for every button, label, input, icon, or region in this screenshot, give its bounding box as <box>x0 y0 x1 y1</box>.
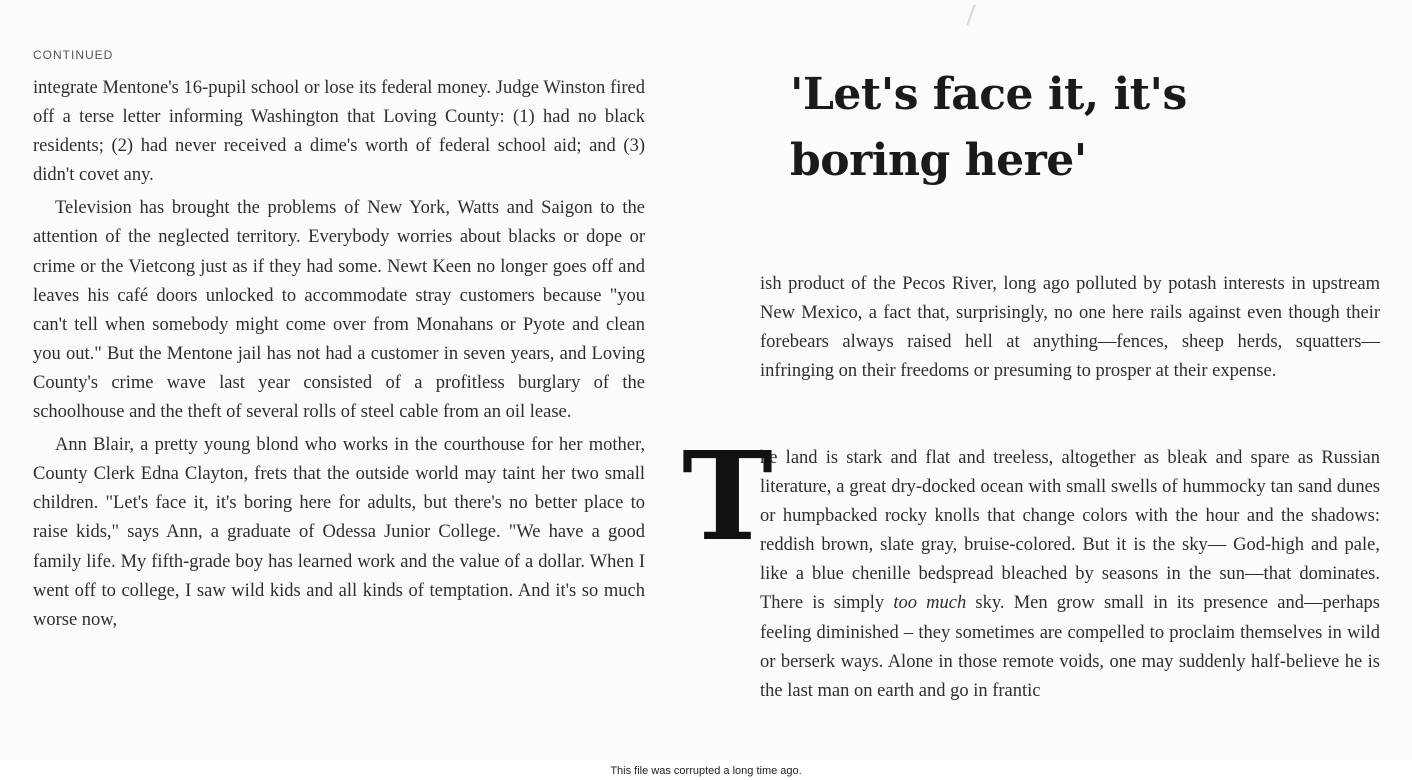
left-paragraph-3: Ann Blair, a pretty young blond who works in the courthouse for her mother, County Clerk Edna Clayton, frets that the outside world may taint her two small children. "Let's face it, it's boring here for adults, but there's no better place to raise kids," says Ann, a graduate of Odessa Junior College. "We have a good family life. My fifth-grade boy has learned work and the value of a dollar. When I went off to college, I saw wild kids and all kinds of temptation. And it's so much worse now, <box>33 435 645 630</box>
headline-line-2: boring here' <box>790 135 1087 186</box>
emphasis-text: too much <box>893 593 967 614</box>
right-paragraph-1: ish product of the Pecos River, long ago polluted by potash interests in upstream New Mexico, a fact that, surprisingly, no one here rails against even though their forebears always raised hell at anything—fences, sheep herds, squatters—infringing on their freedoms or presuming to prosper at their expense. <box>760 274 1380 382</box>
scan-artifact <box>966 4 975 25</box>
corruption-notice: This file was corrupted a long time ago. <box>0 762 1412 780</box>
right-paragraph-2 <box>760 444 1380 706</box>
right-column-top <box>760 270 1380 386</box>
drop-cap: T <box>682 424 773 568</box>
headline-line-1: 'Let's face it, it's <box>790 69 1187 120</box>
left-paragraph-1: integrate Mentone's 16-pupil school or lose its federal money. Judge Winston fired off a terse letter informing Washington that Loving County: (1) had no black residents; (2) had never received a dime's worth of federal school aid; and (3) didn't covet any. <box>33 78 645 186</box>
right-column-bottom <box>682 424 1381 706</box>
left-paragraph-2: Television has brought the problems of New York, Watts and Saigon to the attention of the neglected territory. Everybody worries about blacks or dope or crime or the Vietcong just as if they had some. Newt Keen no longer goes off and leaves his café doors unlocked to accommodate stray customers because "you can't tell when somebody might come over from Monahans or Pyote and clean you out." But the Mentone jail has not had a customer in seven years, and Loving County's crime wave last year consisted of a profitless burglary of the schoolhouse and the theft of several rolls of steel cable from an oil lease. <box>33 198 645 423</box>
left-column <box>33 74 645 635</box>
right-paragraph-2-part-a: he land is stark and flat and treeless, altogether as bleak and spare as Russian literature, a great dry-docked ocean with small swells of hummocky tan sand dunes or humpbacked rocky knolls that change colors with the hour and the shadows: reddish brown, slate gray, bruise-colored. But it is the sky— God-high and pale, like a blue chenille bedspread bleached by seasons in the sun—that dominates. There is simply <box>760 448 1380 614</box>
article-headline <box>790 62 1390 194</box>
continued-label: CONTINUED <box>33 48 114 62</box>
right-paragraph-2-part-b: sky. Men grow small in its presence and—perhaps feeling diminished – they sometimes are compelled to proclaim themselves in wild or berserk ways. Alone in those remote voids, one may suddenly half-believe he is the last man on earth and go in frantic <box>760 593 1381 701</box>
